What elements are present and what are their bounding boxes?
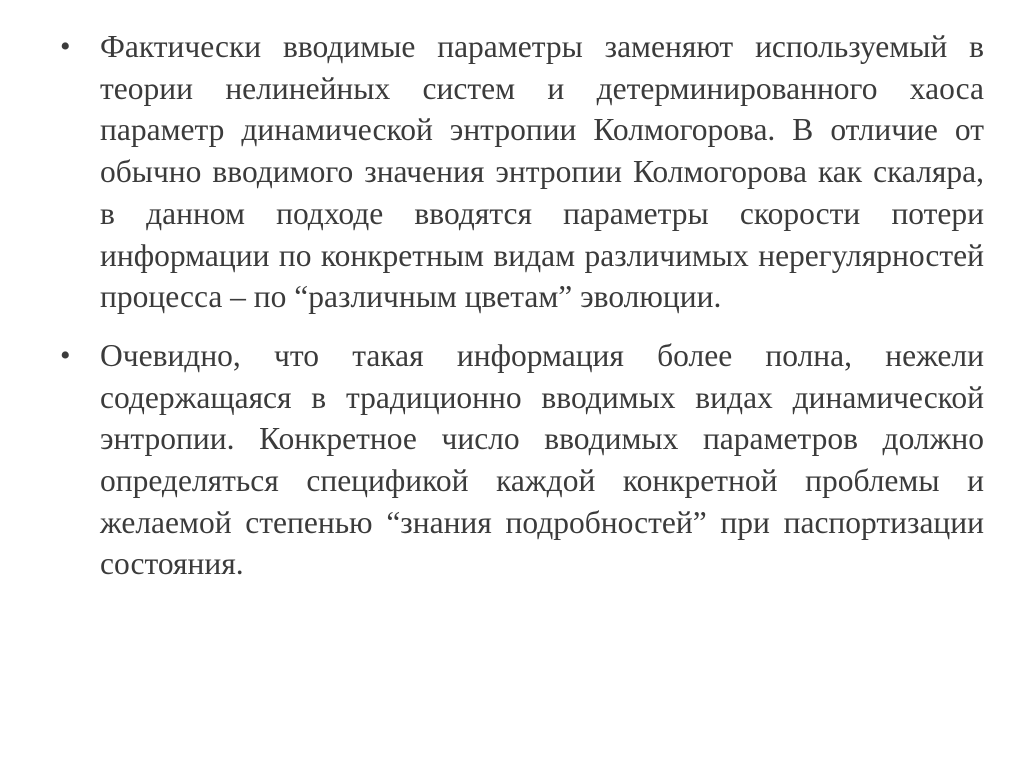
bullet-marker: • [60, 30, 71, 63]
bullet-item-2 [60, 335, 984, 585]
bullet-text: Фактически вводимые параметры заменяют используемый в теории нелинейных систем и детерминированного хаоса параметр динамической энтропии Колмогорова. В отличие от обычно вводимого значения энтропии Колмогорова как скаляра, в данном подходе вводятся параметры скорости потери информации по конкретным видам различимых нерегулярностей процесса – по “различным цветам” эволюции. [100, 29, 984, 315]
bullet-list [60, 26, 984, 602]
bullet-item-1 [60, 26, 984, 318]
bullet-marker: • [60, 338, 71, 372]
bullet-text: Очевидно, что такая информация более полна, нежели содержащаяся в традиционно вводимых видах динамической энтропии. Конкретное число вводимых параметров должно определяться спецификой каждой конкретной проблемы и желаемой степенью “знания подробностей” при паспортизации состояния. [100, 337, 984, 582]
